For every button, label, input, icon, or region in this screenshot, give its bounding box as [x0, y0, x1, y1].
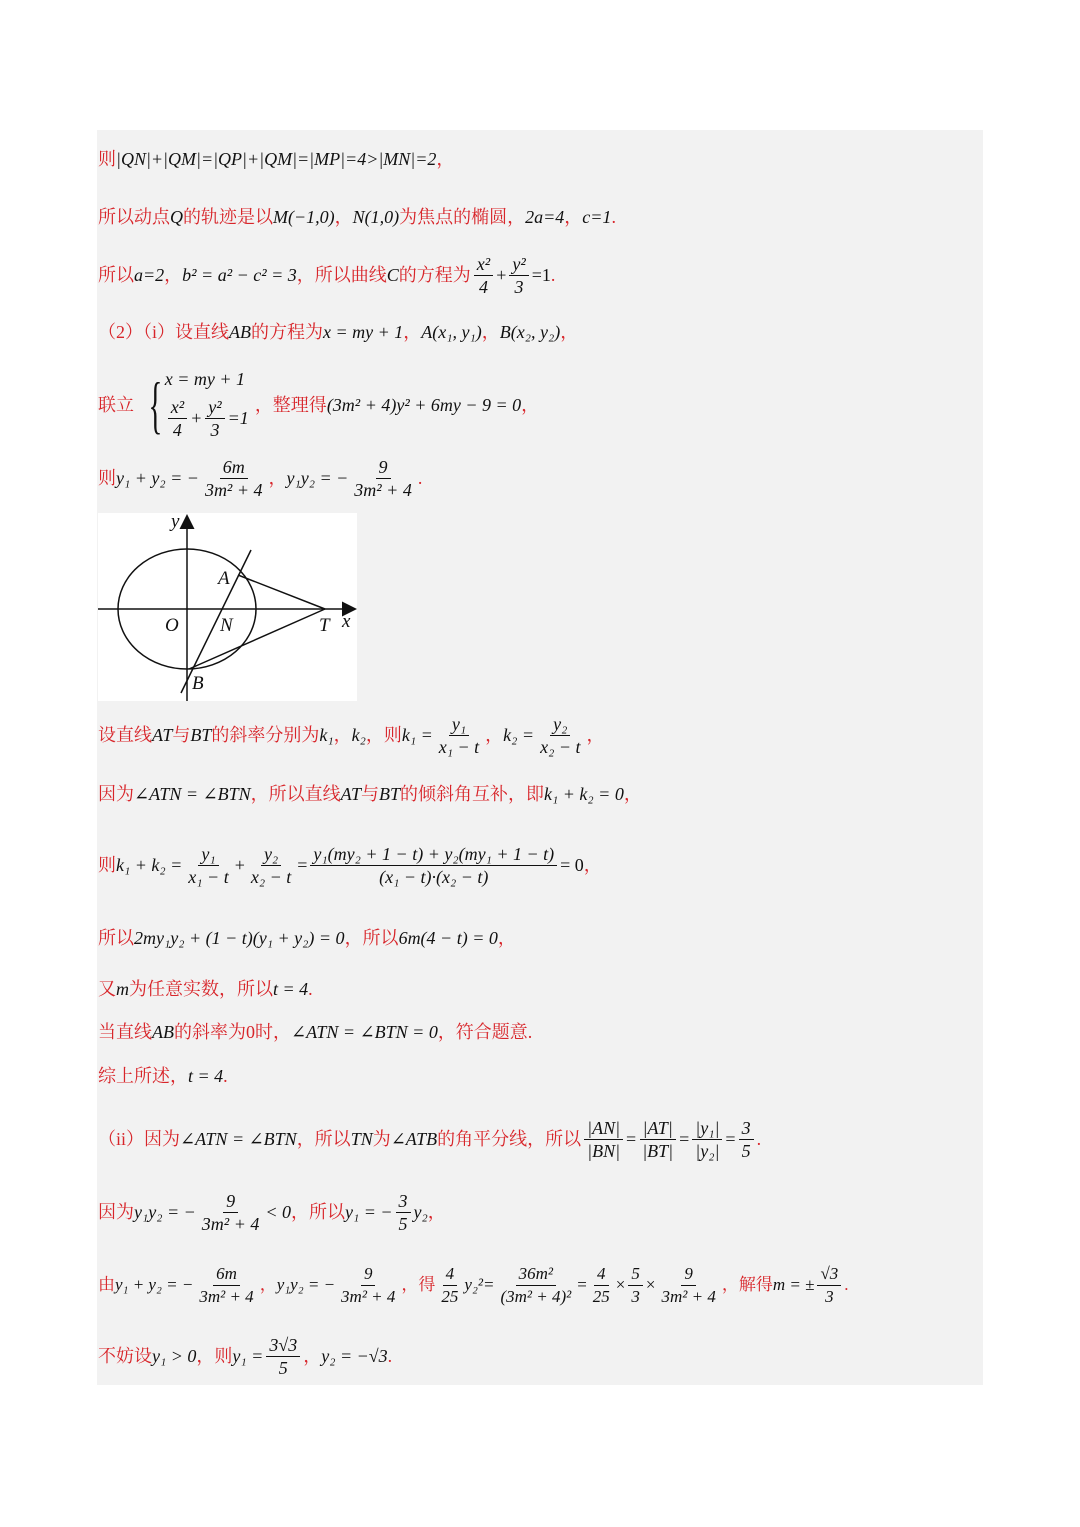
- label-t: T: [319, 615, 330, 636]
- line-2: [98, 205, 616, 229]
- l5-t1: 联立: [98, 395, 134, 415]
- line-at: [238, 575, 325, 609]
- l5-t2: ，整理得: [254, 395, 327, 415]
- l17-m1: y₁ > 0: [152, 1346, 197, 1366]
- l3-m2: b² = a² − c² = 3: [182, 265, 297, 285]
- line-3: [98, 252, 555, 298]
- l14-e2: =: [679, 1129, 690, 1149]
- line-11: [98, 977, 313, 1001]
- line-1: [98, 147, 454, 171]
- l14-m3: ∠ATB: [390, 1129, 438, 1149]
- l4-m3: A(x₁, y₁): [421, 322, 482, 342]
- l13-t2: .: [223, 1066, 228, 1086]
- l11-t1: 又: [98, 979, 116, 999]
- l16-m3: y₂²=: [464, 1275, 495, 1294]
- line-9: [98, 842, 602, 888]
- l7-m1: AT: [152, 725, 173, 745]
- l14-t1: （ii）因为: [98, 1129, 181, 1149]
- l10-t2: ，所以: [344, 928, 399, 948]
- l12-m3: ∠ATN = ∠BTN = 0: [291, 1022, 438, 1042]
- l9-m1: k₁ + k₂ =: [116, 855, 183, 875]
- label-y: y: [171, 513, 180, 532]
- l16-frac-1: $\frac{6m}{\text{3m² + 4}}$: [199, 1263, 254, 1306]
- l3-t5: .: [550, 265, 556, 285]
- l16-frac-8: $\frac{√3}{3}$: [817, 1263, 841, 1308]
- line-14: [98, 1116, 761, 1162]
- l7-frac-1: $\frac{\text{y₁}}{\text{x₁ − t}}$: [438, 713, 480, 757]
- l14-frac-3: $\frac{\text{|y₁|}}{\text{|y₂|}}$: [692, 1117, 722, 1162]
- l14-frac-1: $\frac{|AN|}{|BN|}$: [584, 1117, 623, 1162]
- l3-m3: C: [386, 265, 399, 285]
- ellipse-diagram: [98, 513, 357, 701]
- l15-t1: 因为: [98, 1202, 134, 1222]
- l17-m3: y₂ = −√3: [321, 1346, 388, 1366]
- l4-t2: 的方程为: [251, 322, 324, 342]
- l12-t1: 当直线: [98, 1022, 152, 1042]
- l15-m4: y₂: [413, 1202, 428, 1222]
- sys-row-1: x = my + 1: [164, 369, 245, 389]
- l15-frac-1: $\frac{9}{\text{3m² + 4}}$: [201, 1190, 260, 1234]
- l7-t6: ，: [485, 725, 504, 745]
- l12-t2: 的斜率为: [174, 1022, 246, 1042]
- l14-m1: ∠ATN = ∠BTN: [180, 1129, 297, 1149]
- l16-frac-3: $\frac{4}{25}$: [441, 1263, 459, 1306]
- l16-t3: ，得: [401, 1275, 436, 1294]
- l8-m1: ∠ATN = ∠BTN: [134, 784, 251, 804]
- l16-frac-5: $\frac{4}{25}$: [592, 1263, 610, 1306]
- label-n: N: [220, 615, 233, 636]
- l17-m2: y₁ =: [232, 1346, 264, 1366]
- l17-frac-1: $\frac{3√3}{5}$: [266, 1334, 300, 1379]
- equation-system: [140, 366, 249, 444]
- l14-frac-2: $\frac{|AT|}{|BT|}$: [639, 1117, 676, 1162]
- l3-plus: +: [496, 265, 507, 285]
- l14-m2: TN: [350, 1129, 373, 1149]
- l4-t3: ，: [403, 322, 422, 342]
- l9-t2: ，: [583, 855, 602, 875]
- l8-t2: ，所以直线: [250, 784, 341, 804]
- l4-t5: ，: [560, 322, 579, 342]
- line-8: [98, 782, 642, 806]
- l16-m4: =: [577, 1275, 587, 1294]
- l5-t3: ，: [521, 395, 540, 415]
- l2-m4: 2a=4: [525, 207, 565, 227]
- l2-m2: M(−1,0): [273, 207, 335, 227]
- l8-m4: k₁ + k₂ = 0: [544, 784, 624, 804]
- l12-t3: 时，: [255, 1022, 291, 1042]
- line-17: [98, 1333, 392, 1379]
- line-7: [98, 712, 604, 758]
- l4-t4: ，: [481, 322, 500, 342]
- l16-frac-2: $\frac{9}{\text{3m² + 4}}$: [341, 1263, 396, 1306]
- l10-t1: 所以: [98, 928, 134, 948]
- l7-m2: BT: [190, 725, 212, 745]
- l2-t2: 的轨迹是以: [183, 207, 273, 227]
- l9-t1: 则: [98, 855, 116, 875]
- l1-t2: ，: [436, 149, 455, 169]
- l15-t2: ，所以: [291, 1202, 345, 1222]
- line-12: [98, 1020, 532, 1044]
- sys-row-2: $\frac{\text{x²}}{4}$ + $\frac{\text{y²}}{3}$ =1: [165, 392, 249, 444]
- l2-t5: ，: [564, 207, 583, 227]
- l2-t3: ，: [334, 207, 353, 227]
- l7-m6: k₂ =: [503, 725, 535, 745]
- l16-t4: ，解得: [721, 1275, 773, 1294]
- brace-icon: {: [148, 369, 163, 440]
- l9-eq2: = 0: [560, 855, 584, 875]
- l14-e1: =: [626, 1129, 637, 1149]
- l7-t3: 的斜率分别为: [211, 725, 320, 745]
- l16-t5: .: [844, 1275, 849, 1294]
- l1-t1: 则: [98, 149, 116, 169]
- l9-frac-3: $\frac{\text{y₁(my₂ + 1 − t) + y₂(my₁ + 1 − t)}}{\text{(x₁ − t)·(x₂ − t)}}$: [310, 843, 557, 888]
- l8-m3: BT: [379, 784, 401, 804]
- l12-m1: AB: [152, 1022, 174, 1042]
- label-a: A: [218, 568, 230, 589]
- l17-t1: 不妨设: [98, 1346, 152, 1366]
- l5-m1: (3m² + 4)y² + 6my − 9 = 0: [326, 395, 522, 415]
- l15-frac-2: $\frac{3}{5}$: [396, 1190, 411, 1235]
- line-6: [98, 455, 422, 501]
- l3-t4: 的方程为: [398, 265, 471, 285]
- line-ab: [181, 550, 251, 693]
- l13-m1: t = 4: [188, 1066, 224, 1086]
- l16-t1: 由: [98, 1275, 115, 1294]
- ellipse-figure: [98, 513, 357, 701]
- l2-t1: 所以动点: [98, 207, 170, 227]
- l3-frac-1: $\frac{\text{x²}}{4}$: [474, 253, 493, 298]
- l16-frac-6: $\frac{5}{3}$: [628, 1263, 643, 1308]
- l14-t3: 为: [372, 1129, 391, 1149]
- l4-m1: AB: [229, 322, 252, 342]
- l9-eq: =: [297, 855, 308, 875]
- line-16: [98, 1260, 849, 1310]
- l6-frac-2: $\frac{9}{\text{3m² + 4}}$: [354, 456, 412, 500]
- l4-m4: B(x₂, y₂): [499, 322, 561, 342]
- l14-frac-4: $\frac{3}{5}$: [739, 1117, 754, 1162]
- l2-m3: N(1,0): [352, 207, 400, 227]
- label-o: O: [165, 615, 179, 636]
- l7-t1: 设直线: [98, 725, 152, 745]
- l9-frac-2: $\frac{\text{y₂}}{\text{x₂ − t}}$: [250, 843, 292, 887]
- l1-m1: |QN|+|QM|=|QP|+|QM|=|MP|=4>|MN|=2: [116, 149, 437, 169]
- l17-t3: ，: [303, 1346, 322, 1366]
- l16-frac-4: $\frac{\text{36m²}}{\text{(3m² + 4)²}}$: [500, 1263, 572, 1306]
- l10-t3: ，: [497, 928, 516, 948]
- l17-t4: .: [387, 1346, 393, 1366]
- l16-m1: y₁ + y₂ = −: [115, 1275, 194, 1294]
- l14-e3: =: [725, 1129, 736, 1149]
- line-bt: [189, 609, 325, 669]
- l14-t5: .: [756, 1129, 762, 1149]
- l3-t2: ，: [164, 265, 183, 285]
- l9-frac-1: $\frac{\text{y₁}}{\text{x₁ − t}}$: [188, 843, 229, 887]
- l13-t1: 综上所述，: [98, 1066, 188, 1086]
- l6-m1: y₁ + y₂ = −: [116, 468, 199, 488]
- l8-t1: 因为: [98, 784, 134, 804]
- l7-m3: k₁: [319, 725, 334, 745]
- l7-m5: k₁ =: [401, 725, 433, 745]
- l15-m3: y₁ = −: [345, 1202, 393, 1222]
- l10-m1: 2my₁y₂ + (1 − t)(y₁ + y₂) = 0: [134, 928, 345, 948]
- l8-t4: 的倾斜角互补，即: [400, 784, 545, 804]
- l6-t2: ，: [268, 468, 287, 488]
- l11-m2: t = 4: [273, 979, 309, 999]
- l3-t1: 所以: [98, 265, 134, 285]
- l16-x1: ×: [615, 1275, 626, 1294]
- l10-m2: 6m(4 − t) = 0: [398, 928, 498, 948]
- l17-t2: ，则: [196, 1346, 233, 1366]
- line-10: [98, 926, 516, 950]
- l6-m2: y₁y₂ = −: [286, 468, 349, 488]
- l16-m2: y₁y₂ = −: [276, 1275, 336, 1294]
- l6-t1: 则: [98, 468, 116, 488]
- l3-m1: a=2: [134, 265, 165, 285]
- l15-t3: ，: [427, 1202, 446, 1222]
- l7-t7: ，: [586, 725, 605, 745]
- l9-plus: +: [234, 855, 245, 875]
- l4-m2: x = my + 1: [323, 322, 404, 342]
- l3-frac-2: $\frac{\text{y²}}{3}$: [509, 253, 528, 298]
- l16-frac-7: $\frac{9}{\text{3m² + 4}}$: [661, 1263, 716, 1306]
- l12-t4: ，符合题意.: [437, 1022, 533, 1042]
- l16-m5: m = ±: [772, 1275, 815, 1294]
- line-13: [98, 1064, 228, 1088]
- l16-x2: ×: [645, 1275, 656, 1294]
- l12-m2: 0: [246, 1022, 255, 1042]
- l14-t2: ，所以: [296, 1129, 351, 1149]
- l8-m2: AT: [340, 784, 362, 804]
- line-15: [98, 1189, 446, 1235]
- l2-t4: 为焦点的椭圆，: [399, 207, 526, 227]
- label-b: B: [192, 673, 204, 694]
- l3-eq: =1: [531, 265, 551, 285]
- l4-t1: （2）（i）设直线: [98, 322, 230, 342]
- l11-m1: m: [116, 979, 129, 999]
- l15-m2: < 0: [265, 1202, 291, 1222]
- line-5: [98, 364, 539, 446]
- l6-t3: .: [417, 468, 423, 488]
- l8-t3: 与: [361, 784, 380, 804]
- label-x: x: [342, 611, 351, 632]
- l8-t5: ，: [623, 784, 642, 804]
- l11-t2: 为任意实数，所以: [129, 979, 273, 999]
- l2-m5: c=1: [582, 207, 612, 227]
- l2-t6: .: [611, 207, 616, 227]
- l15-m1: y₁y₂ = −: [134, 1202, 196, 1222]
- l7-t2: 与: [172, 725, 191, 745]
- l7-frac-2: $\frac{\text{y₂}}{\text{x₂ − t}}$: [540, 713, 581, 757]
- l6-frac-1: $\frac{6m}{\text{3m² + 4}}$: [204, 456, 263, 500]
- line-4: [98, 320, 578, 344]
- l14-t4: 的角平分线，所以: [437, 1129, 582, 1149]
- l7-t5: ，则: [365, 725, 402, 745]
- l11-t3: .: [308, 979, 313, 999]
- l2-m1: Q: [170, 207, 183, 227]
- l7-t4: ，: [333, 725, 352, 745]
- l3-t3: ，所以曲线: [296, 265, 387, 285]
- l7-m4: k₂: [351, 725, 366, 745]
- l16-t2: ，: [259, 1275, 277, 1294]
